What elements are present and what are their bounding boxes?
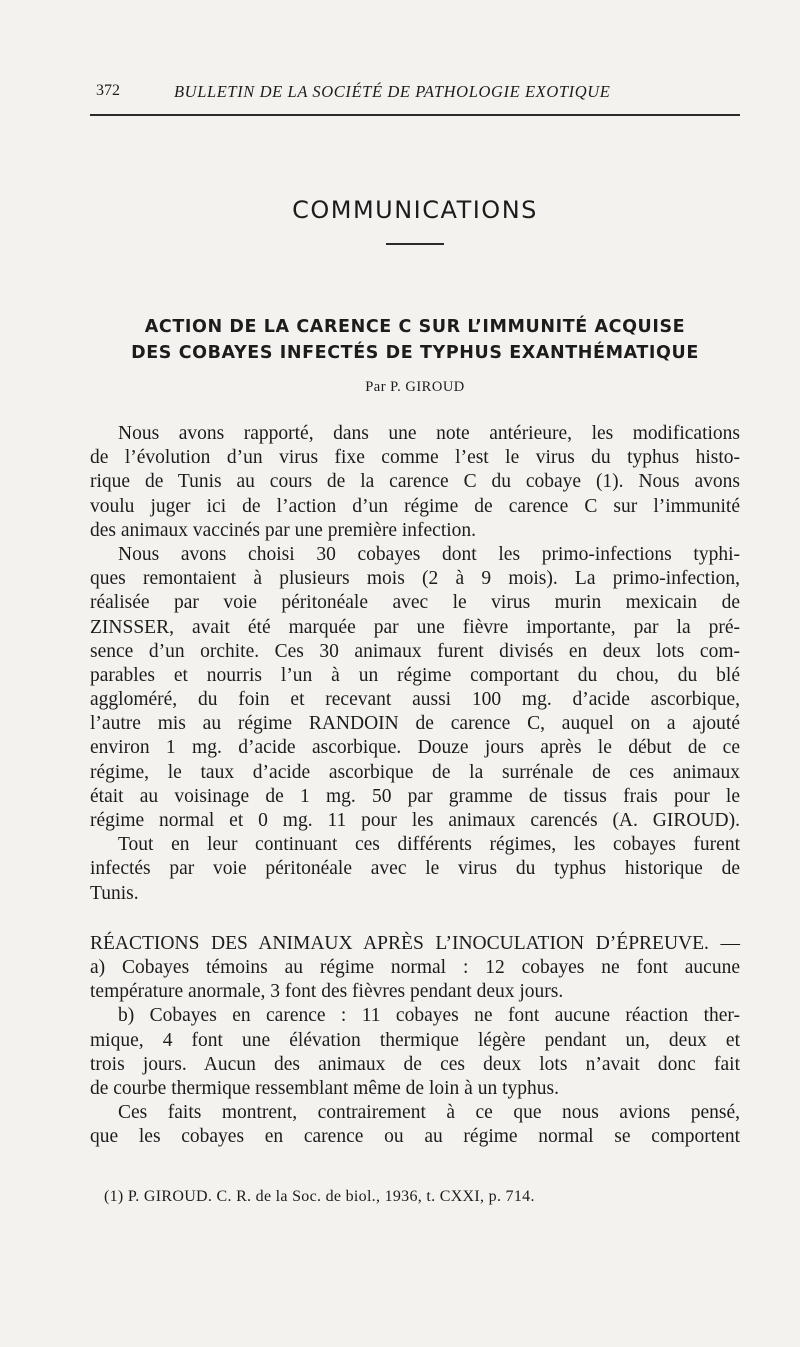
article-body	[90, 422, 740, 1149]
body-line: Nous avons choisi 30 cobayes dont les primo-infections typhi-	[118, 543, 740, 565]
body-line: l’autre mis au régime RANDOIN de carence C, auquel on a ajouté	[90, 713, 740, 735]
body-line: environ 1 mg. d’acide ascorbique. Douze jours après le début de ce	[90, 737, 740, 759]
section-divider	[386, 243, 444, 245]
subsection-heading: RÉACTIONS DES ANIMAUX APRÈS L’INOCULATION D’ÉPREUVE. —	[90, 932, 740, 954]
body-line: ZINSSER, avait été marquée par une fièvre importante, par la pré-	[90, 616, 740, 638]
body-line: parables et nourris l’un à un régime comportant du chou, du blé	[90, 664, 740, 686]
article-title-line-2: DES COBAYES INFECTÉS DE TYPHUS EXANTHÉMATIQUE	[131, 343, 699, 363]
journal-title: BULLETIN DE LA SOCIÉTÉ DE PATHOLOGIE EXOTIQUE	[174, 82, 611, 101]
body-line: sence d’un orchite. Ces 30 animaux furent divisés en deux lots com-	[90, 640, 740, 662]
author-line: Par P. GIROUD	[365, 379, 465, 395]
body-line: Tunis.	[90, 882, 139, 904]
body-line: Nous avons rapporté, dans une note antérieure, les modifications	[118, 423, 740, 444]
body-line: aggloméré, du foin et recevant aussi 100 mg. d’acide ascorbique,	[90, 689, 740, 711]
section-title: COMMUNICATIONS	[292, 196, 538, 224]
running-head	[90, 82, 740, 112]
body-line: ques remontaient à plusieurs mois (2 à 9 mois). La primo-infection,	[90, 568, 740, 590]
footnote: (1) P. GIROUD. C. R. de la Soc. de biol., 1936, t. CXXI, p. 714.	[104, 1188, 535, 1205]
body-line: des animaux vaccinés par une première infection.	[90, 519, 477, 541]
body-line: b) Cobayes en carence : 11 cobayes ne font aucune réaction ther-	[118, 1005, 740, 1027]
body-line: de courbe thermique ressemblant même de loin à un typhus.	[90, 1077, 559, 1099]
body-line: régime, le taux d’acide ascorbique de la surrénale de ces animaux	[90, 761, 740, 783]
body-line: a) Cobayes témoins au régime normal : 12 cobayes ne font aucune	[90, 956, 740, 978]
body-line: réalisée par voie péritonéale avec le virus murin mexicain de	[90, 592, 740, 614]
body-line: de l’évolution d’un virus fixe comme l’est le virus du typhus histo-	[90, 447, 740, 469]
body-line: température anormale, 3 font des fièvres pendant deux jours.	[90, 981, 564, 1003]
body-line: était au voisinage de 1 mg. 50 par gramme de tissus frais pour le	[90, 785, 740, 807]
body-line: Tout en leur continuant ces différents régimes, les cobayes furent	[118, 834, 740, 856]
body-line: Ces faits montrent, contrairement à ce que nous avions pensé,	[118, 1102, 740, 1124]
body-line: que les cobayes en carence ou au régime normal se comportent	[90, 1126, 740, 1148]
body-line: infectés par voie péritonéale avec le virus du typhus historique de	[90, 858, 740, 880]
body-line: mique, 4 font une élévation thermique légère pendant un, deux et	[90, 1029, 740, 1051]
body-line: voulu juger ici de l’action d’un régime de carence C sur l’immunité	[90, 495, 740, 517]
body-line: trois jours. Aucun des animaux de ces deux lots n’avait donc fait	[90, 1053, 740, 1075]
paragraph-gap	[90, 906, 740, 932]
body-line: régime normal et 0 mg. 11 pour les animaux carencés (A. GIROUD).	[90, 810, 740, 831]
body-line: rique de Tunis au cours de la carence C du cobaye (1). Nous avons	[90, 471, 740, 493]
header-rule	[90, 114, 740, 116]
article-title-line-1: ACTION DE LA CARENCE C SUR L’IMMUNITÉ ACQUISE	[144, 317, 686, 337]
page-number: 372	[96, 82, 120, 99]
article-title	[90, 314, 740, 366]
